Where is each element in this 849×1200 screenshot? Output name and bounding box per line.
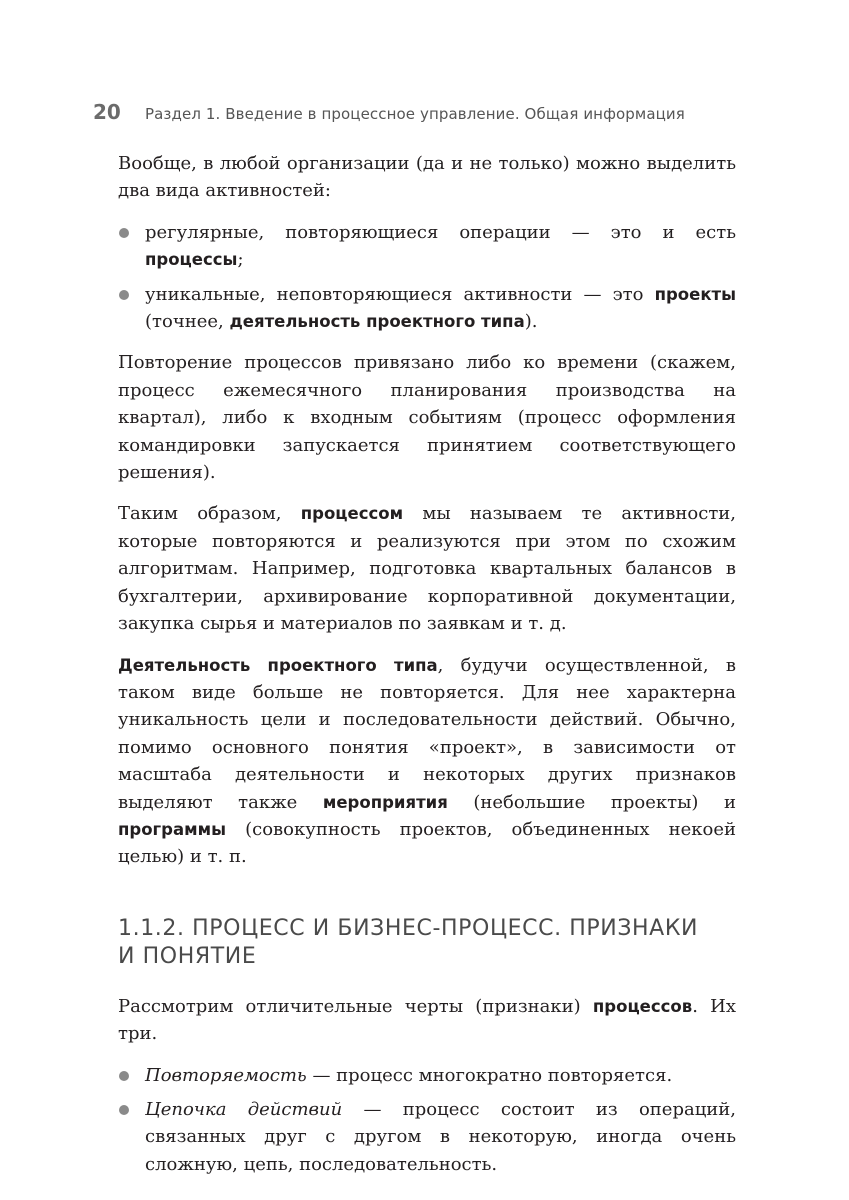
process-features-list <box>118 1062 736 1179</box>
bold-term: проекты <box>654 284 736 304</box>
section-heading <box>118 915 736 971</box>
list-item <box>118 1062 736 1089</box>
text-run: ; <box>237 249 244 271</box>
text-run: (небольшие проекты) и <box>447 791 736 813</box>
text-run: Рассмотрим отличительные черты (признаки) <box>118 995 593 1017</box>
bullet-icon <box>119 228 129 238</box>
bold-term: процессов <box>592 996 693 1016</box>
list-item <box>118 219 736 274</box>
bold-term: Деятельность проектного типа <box>118 655 438 675</box>
list-item <box>118 1096 736 1178</box>
text-run: — процесс состоит из операций, связанных друг с другом в некоторую, иногда очень сложную, цепь, последовательность. <box>145 1098 736 1175</box>
bold-term: процессом <box>300 504 404 524</box>
bold-term: мероприятия <box>322 792 448 812</box>
bold-term: программы <box>118 819 227 839</box>
page-number: 20 <box>93 100 121 124</box>
italic-term: Цепочка действий <box>145 1098 343 1120</box>
bullet-icon <box>119 1105 129 1115</box>
bullet-icon <box>119 1071 129 1081</box>
italic-term: Повторяемость <box>145 1064 307 1086</box>
list-item <box>118 281 736 336</box>
text-run: Таким образом, <box>118 503 301 525</box>
text-run: мы называем те активности, которые повторяются и реализуются при этом по схожим алгоритмам. Например, подготовка квартальных балансов в бухгалтерии, архивирование корпоративной документации, закупка сырья и материалов по заявкам и т. д. <box>118 503 736 635</box>
text-run: уникальные, неповторяющиеся активности — это <box>145 283 655 305</box>
section-heading-line: И ПОНЯТИЕ <box>118 943 257 969</box>
text-run: (совокупность проектов, объединенных некоей целью) и т. п. <box>118 818 736 868</box>
text-run: регулярные, повторяющиеся операции — это и есть <box>145 221 736 243</box>
text-run: (точнее, <box>145 311 230 333</box>
text-run: , будучи осуществленной, в таком виде больше не повторяется. Для нее характерна уникальность цели и последовательности действий. Обычно, помимо основного понятия «проект», в зависимости от масштаба деятельности и некоторых других признаков выделяют также <box>118 654 736 813</box>
text-run: — процесс многократно повторяется. <box>306 1064 673 1086</box>
bold-term: процессы <box>145 250 238 270</box>
body-text <box>118 150 736 1192</box>
intro-paragraph: Вообще, в любой организации (да и не только) можно выделить два вида активностей: <box>118 153 736 202</box>
activity-types-list <box>118 219 736 336</box>
features-intro-paragraph <box>118 993 736 1048</box>
project-definition-paragraph <box>118 652 736 871</box>
bold-term: деятельность проектного типа <box>229 312 525 332</box>
text-run: ). <box>524 311 538 333</box>
repetition-paragraph: Повторение процессов привязано либо ко времени (скажем, процесс ежемесячного планирования производства на квартал), либо к входным событиям (процесс оформления командировки запускается принятием соответствующего решения). <box>118 352 736 484</box>
section-heading-line: 1.1.2. ПРОЦЕСС И БИЗНЕС-ПРОЦЕСС. ПРИЗНАКИ <box>118 915 699 941</box>
bullet-icon <box>119 290 129 300</box>
running-header <box>93 100 753 124</box>
text-run: . Их три. <box>118 995 736 1045</box>
running-title: Раздел 1. Введение в процессное управление. Общая информация <box>145 105 685 123</box>
process-definition-paragraph <box>118 500 736 637</box>
